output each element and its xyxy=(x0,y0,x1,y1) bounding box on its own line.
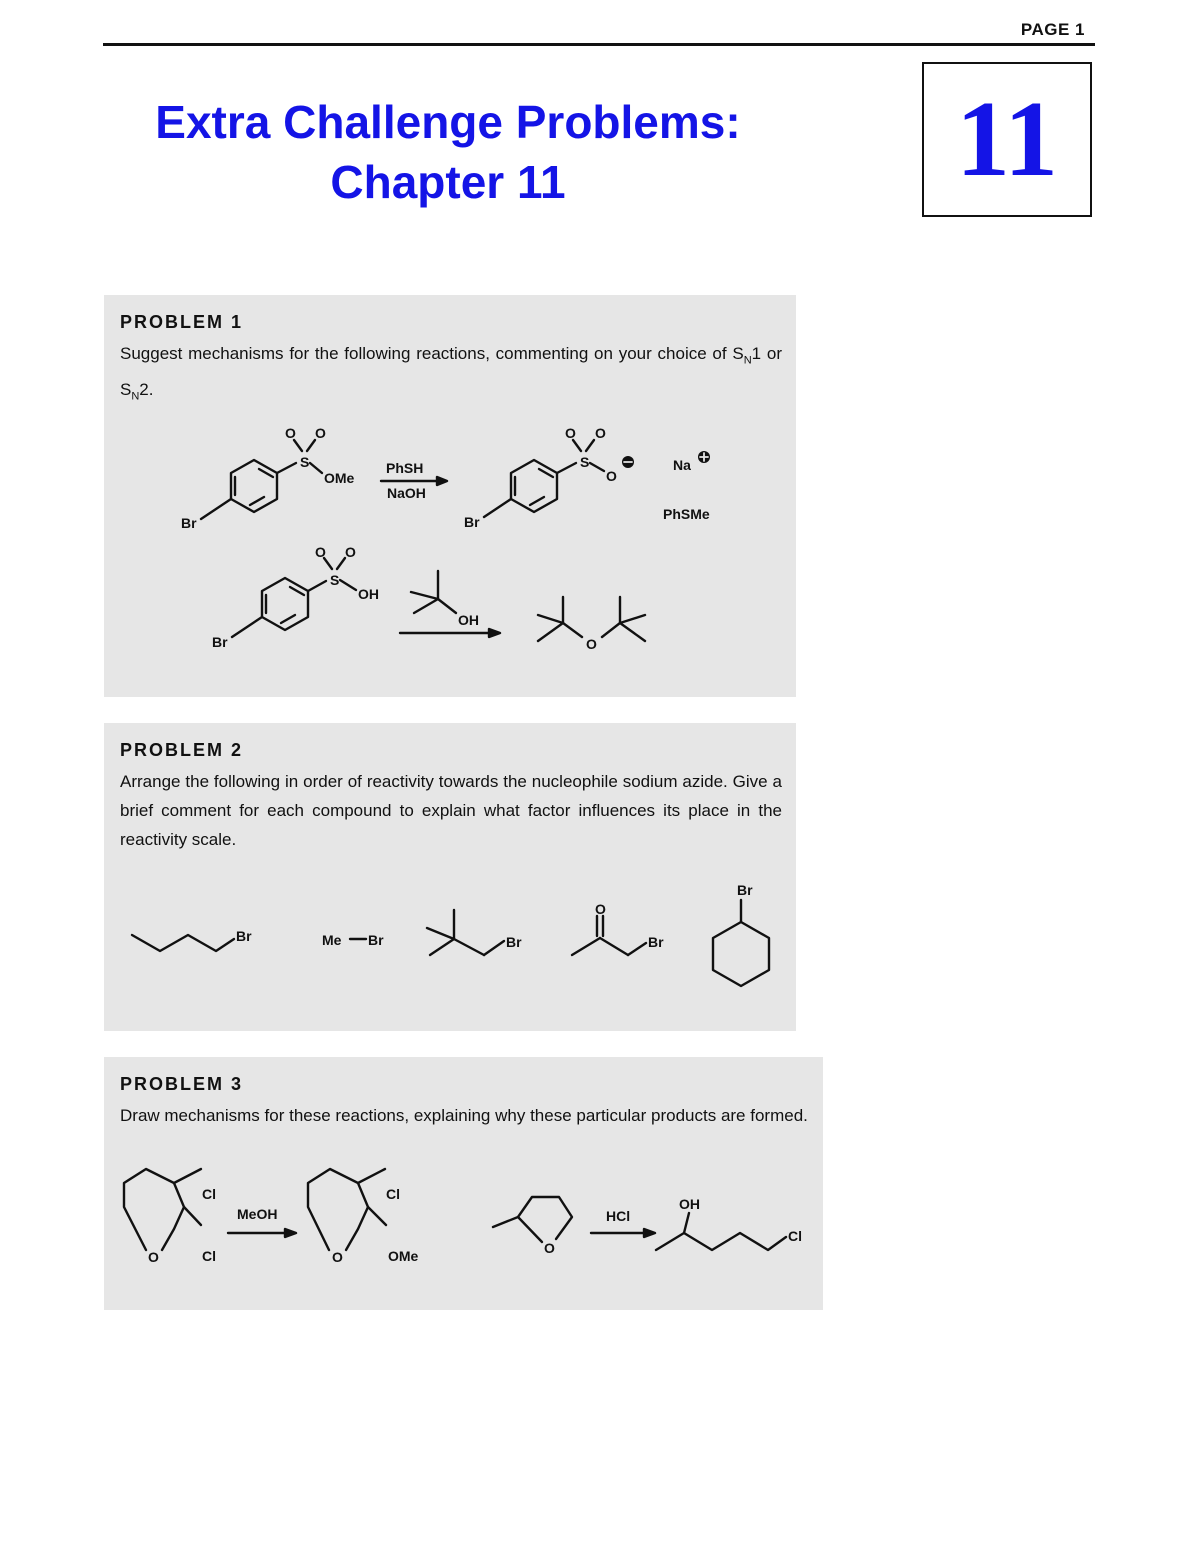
svg-text:Br: Br xyxy=(648,934,664,950)
svg-text:Na: Na xyxy=(673,457,691,473)
tert-butanol-reagent xyxy=(411,571,479,628)
svg-text:O: O xyxy=(345,544,356,560)
svg-text:Br: Br xyxy=(212,634,228,650)
header-rule xyxy=(103,43,1095,46)
aryl-sulfonic-acid xyxy=(212,544,379,650)
problem-3-panel xyxy=(104,1057,823,1310)
svg-text:O: O xyxy=(595,425,606,441)
svg-text:O: O xyxy=(595,901,606,917)
compound-butyl-bromide xyxy=(132,928,252,951)
svg-text:S: S xyxy=(580,454,590,470)
problem-2-compounds xyxy=(104,723,796,1031)
svg-text:O: O xyxy=(315,425,326,441)
problem-2-panel xyxy=(104,723,796,1031)
di-tert-butyl-ether-product xyxy=(538,597,645,652)
reaction-arrow-4 xyxy=(591,1229,655,1237)
sodium-cation xyxy=(673,451,710,473)
svg-text:O: O xyxy=(606,468,617,484)
reagent-hcl: HCl xyxy=(606,1208,631,1224)
svg-text:Cl: Cl xyxy=(202,1248,216,1264)
svg-text:O: O xyxy=(586,636,597,652)
svg-text:OH: OH xyxy=(358,586,379,602)
reagent-phsh: PhSH xyxy=(386,460,424,476)
svg-text:S: S xyxy=(300,454,310,470)
problem-1-reactions xyxy=(104,295,796,697)
page-title xyxy=(103,92,793,212)
problem-3-text: Draw mechanisms for these reactions, explaining why these particular products are formed. xyxy=(120,1106,808,1125)
svg-text:Cl: Cl xyxy=(202,1186,216,1202)
svg-text:Br: Br xyxy=(464,514,480,530)
problem-2-heading: PROBLEM 2 xyxy=(120,740,244,760)
svg-text:O: O xyxy=(332,1249,343,1265)
chapter-badge: 11 xyxy=(922,62,1092,217)
svg-text:Br: Br xyxy=(181,515,197,531)
svg-text:OH: OH xyxy=(679,1196,700,1212)
svg-text:Br: Br xyxy=(236,928,252,944)
title-line-1: Extra Challenge Problems: xyxy=(155,96,741,148)
problem-1-heading: PROBLEM 1 xyxy=(120,312,244,332)
product-phsme: PhSMe xyxy=(663,506,710,522)
svg-text:O: O xyxy=(565,425,576,441)
svg-text:Br: Br xyxy=(737,882,753,898)
svg-text:Cl: Cl xyxy=(788,1228,802,1244)
svg-text:Br: Br xyxy=(506,934,522,950)
chloro-methoxy-tetrahydropyran xyxy=(308,1169,419,1265)
problem-1-panel xyxy=(104,295,796,697)
reagent-meoh: MeOH xyxy=(237,1206,278,1222)
reaction-arrow-2 xyxy=(400,629,500,637)
problem-1-text: Suggest mechanisms for the following reactions, commenting on your choice of $S_N1$ or $S_N2$. xyxy=(120,344,783,403)
dichloro-tetrahydropyran xyxy=(124,1169,216,1265)
svg-text:OMe: OMe xyxy=(388,1248,419,1264)
svg-text:S: S xyxy=(330,572,340,588)
problem-3-heading: PROBLEM 3 xyxy=(120,1074,244,1094)
svg-text:OMe: OMe xyxy=(324,470,355,486)
reaction-arrow-1 xyxy=(381,477,447,485)
aryl-sulfonate-reactant xyxy=(181,425,355,531)
reagent-naoh: NaOH xyxy=(387,485,426,501)
svg-text:OH: OH xyxy=(458,612,479,628)
problem-3-reactions xyxy=(104,1057,823,1310)
svg-text:O: O xyxy=(148,1249,159,1265)
compound-bromocyclohexane xyxy=(713,882,769,986)
reaction-arrow-3 xyxy=(228,1229,296,1237)
title-line-2: Chapter 11 xyxy=(330,156,566,208)
compound-methyl-bromide xyxy=(322,932,384,948)
svg-text:Br: Br xyxy=(368,932,384,948)
svg-text:O: O xyxy=(285,425,296,441)
compound-neopentyl-bromide xyxy=(427,910,522,955)
svg-text:O: O xyxy=(544,1240,555,1256)
svg-text:Me: Me xyxy=(322,932,342,948)
svg-text:Cl: Cl xyxy=(386,1186,400,1202)
chloro-pentanol-product xyxy=(656,1196,802,1250)
page-number: PAGE 1 xyxy=(1020,20,1085,39)
compound-bromoacetone xyxy=(572,901,664,955)
svg-text:O: O xyxy=(315,544,326,560)
methyl-tetrahydrofuran xyxy=(493,1197,572,1256)
problem-2-text: Arrange the following in order of reactivity towards the nucleophile sodium azide. Give a brief comment for each compound to explain what factor influences its place in the reactivity scale. xyxy=(120,772,782,849)
aryl-sulfonate-anion-product xyxy=(464,425,634,530)
